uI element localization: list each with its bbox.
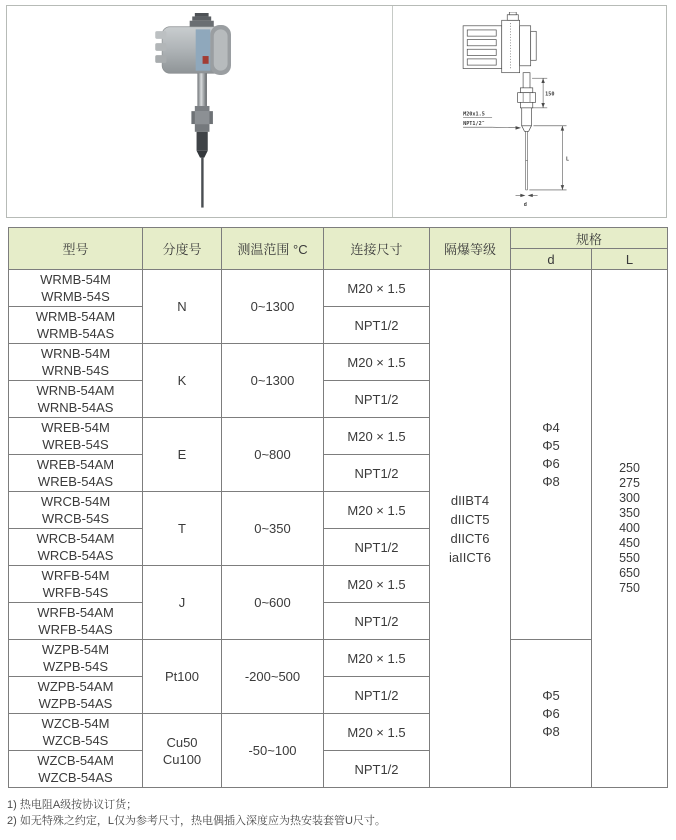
d-spec-rtd-cell: Φ5 Φ6 Φ8	[511, 640, 592, 788]
connection-cell: M20 × 1.5	[324, 418, 430, 455]
table-row	[9, 270, 668, 307]
thread-label-m20: M20x1.5	[462, 110, 485, 117]
connection-cell: M20 × 1.5	[324, 270, 430, 307]
dim-d-label: d	[523, 201, 527, 208]
product-photo-cell	[7, 6, 393, 217]
model-cell: WRMB-54AM WRMB-54AS	[9, 307, 143, 344]
footnotes	[7, 798, 386, 829]
header-explosion: 隔爆等级	[430, 228, 511, 270]
connection-cell: M20 × 1.5	[324, 566, 430, 603]
graduation-cell: K	[143, 344, 222, 418]
dim-150-label: 150	[544, 90, 555, 97]
graduation-cell: Cu50 Cu100	[143, 714, 222, 788]
figure-box	[6, 5, 667, 218]
connection-cell: NPT1/2	[324, 677, 430, 714]
model-cell: WRNB-54M WRNB-54S	[9, 344, 143, 381]
graduation-cell: J	[143, 566, 222, 640]
graduation-cell: T	[143, 492, 222, 566]
connection-cell: NPT1/2	[324, 307, 430, 344]
model-cell: WRCB-54M WRCB-54S	[9, 492, 143, 529]
header-connection: 连接尺寸	[324, 228, 430, 270]
model-cell: WRFB-54AM WRFB-54AS	[9, 603, 143, 640]
dim-L-label: L	[565, 155, 569, 162]
l-spec-cell: 250 275 300 350 400 450 550 650 750	[592, 270, 668, 788]
range-cell: -50~100	[222, 714, 324, 788]
model-cell: WZCB-54M WZCB-54S	[9, 714, 143, 751]
model-cell: WREB-54AM WREB-54AS	[9, 455, 143, 492]
connection-cell: NPT1/2	[324, 529, 430, 566]
range-cell: 0~1300	[222, 270, 324, 344]
model-cell: WRCB-54AM WRCB-54AS	[9, 529, 143, 566]
header-spec-l: L	[592, 249, 668, 270]
table-row	[9, 640, 668, 677]
product-drawing	[451, 12, 609, 212]
graduation-cell: E	[143, 418, 222, 492]
range-cell: 0~600	[222, 566, 324, 640]
model-cell: WZPB-54M WZPB-54S	[9, 640, 143, 677]
model-cell: WRNB-54AM WRNB-54AS	[9, 381, 143, 418]
connection-cell: M20 × 1.5	[324, 344, 430, 381]
model-cell: WZPB-54AM WZPB-54AS	[9, 677, 143, 714]
header-spec-d: d	[511, 249, 592, 270]
thread-label-npt: NPT1/2″	[462, 120, 485, 127]
model-cell: WREB-54M WREB-54S	[9, 418, 143, 455]
graduation-cell: Pt100	[143, 640, 222, 714]
connection-cell: NPT1/2	[324, 381, 430, 418]
connection-cell: M20 × 1.5	[324, 492, 430, 529]
range-cell: 0~1300	[222, 344, 324, 418]
footnote-1: 1) 热电阻A级按协议订货；	[7, 799, 138, 811]
range-cell: -200~500	[222, 640, 324, 714]
connection-cell: NPT1/2	[324, 455, 430, 492]
footnote-2: 2) 如无特殊之约定，L仅为参考尺寸，热电偶插入深度应为热安装套管U尺寸。	[7, 814, 386, 827]
model-cell: WRFB-54M WRFB-54S	[9, 566, 143, 603]
d-spec-thermocouple-cell: Φ4 Φ5 Φ6 Φ8	[511, 270, 592, 640]
graduation-cell: N	[143, 270, 222, 344]
model-cell: WZCB-54AM WZCB-54AS	[9, 751, 143, 788]
connection-cell: NPT1/2	[324, 751, 430, 788]
range-cell: 0~800	[222, 418, 324, 492]
product-photo	[152, 13, 248, 211]
connection-cell: M20 × 1.5	[324, 640, 430, 677]
spec-table	[8, 227, 668, 788]
connection-cell: NPT1/2	[324, 603, 430, 640]
header-graduation: 分度号	[143, 228, 222, 270]
range-cell: 0~350	[222, 492, 324, 566]
connection-cell: M20 × 1.5	[324, 714, 430, 751]
model-cell: WRMB-54M WRMB-54S	[9, 270, 143, 307]
product-drawing-cell	[393, 6, 666, 217]
explosion-grade-cell: dIIBT4 dIICT5 dIICT6 iaIICT6	[430, 270, 511, 788]
header-spec: 规格	[511, 228, 668, 249]
header-range: 测温范围 °C	[222, 228, 324, 270]
header-model: 型号	[9, 228, 143, 270]
